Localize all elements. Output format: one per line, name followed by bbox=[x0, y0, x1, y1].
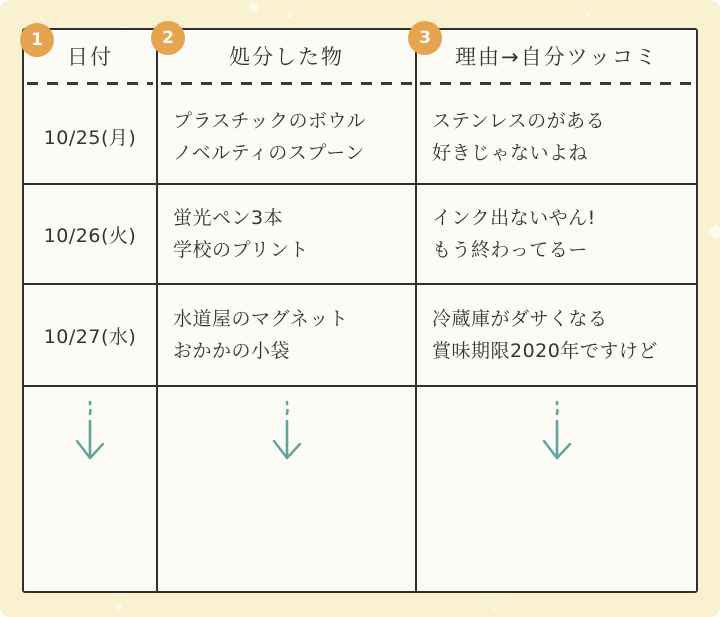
column-number-badge-1 bbox=[20, 23, 54, 57]
cell-date-3 bbox=[24, 285, 158, 387]
header-discarded-items-label: 処分した物 bbox=[229, 45, 344, 69]
reason-line: インク出ないやん! bbox=[432, 207, 596, 229]
item-line: 蛍光ペン3本 bbox=[173, 207, 284, 229]
declutter-log-table bbox=[22, 28, 698, 593]
cell-reason-3 bbox=[417, 285, 696, 387]
down-arrow-icon bbox=[68, 398, 112, 468]
date-text: 10/26(火) bbox=[43, 224, 137, 247]
sparkle-dot bbox=[492, 606, 497, 611]
cell-reason-1 bbox=[417, 90, 696, 185]
cell-date-1 bbox=[24, 90, 158, 185]
down-arrow-icon bbox=[265, 398, 309, 468]
item-line: 水道屋のマグネット bbox=[173, 308, 349, 330]
header-reason-label: 理由→自分ツッコミ bbox=[455, 45, 658, 69]
cell-items-1 bbox=[158, 90, 417, 185]
cell-continue-1 bbox=[24, 387, 158, 591]
reason-line: 好きじゃないよね bbox=[432, 141, 589, 164]
cell-items-3 bbox=[158, 285, 417, 387]
item-line: 学校のプリント bbox=[173, 239, 309, 261]
sparkle-dot bbox=[40, 16, 44, 20]
header-reason bbox=[417, 30, 696, 90]
header-discarded-items bbox=[158, 30, 417, 90]
badge-number: 2 bbox=[162, 28, 174, 48]
header-date-label: 日付 bbox=[67, 45, 113, 69]
item-line: プラスチックのボウル bbox=[173, 109, 366, 132]
sparkle-dot bbox=[287, 13, 292, 18]
item-line: ノベルティのスプーン bbox=[173, 141, 365, 164]
sparkle-dot bbox=[116, 604, 122, 610]
reason-line: もう終わってるー bbox=[432, 239, 588, 261]
item-line: おかかの小袋 bbox=[173, 340, 291, 362]
cell-date-2 bbox=[24, 185, 158, 285]
badge-number: 3 bbox=[419, 28, 431, 48]
reason-line: 冷蔵庫がダサくなる bbox=[432, 308, 608, 330]
badge-number: 1 bbox=[31, 30, 43, 50]
column-number-badge-3 bbox=[408, 21, 442, 55]
sparkle-dot bbox=[708, 224, 720, 240]
sparkle-dot bbox=[586, 12, 591, 17]
cell-items-2 bbox=[158, 185, 417, 285]
reason-line: 賞味期限2020年ですけど bbox=[432, 340, 658, 362]
down-arrow-icon bbox=[535, 398, 579, 468]
cell-continue-2 bbox=[158, 387, 417, 591]
date-text: 10/27(水) bbox=[43, 325, 137, 348]
cell-continue-3 bbox=[417, 387, 696, 591]
reason-line: ステンレスのがある bbox=[432, 109, 606, 132]
date-text: 10/25(月) bbox=[43, 127, 137, 149]
sparkle-dot bbox=[250, 3, 259, 12]
column-number-badge-2 bbox=[151, 21, 185, 55]
cell-reason-2 bbox=[417, 185, 696, 285]
